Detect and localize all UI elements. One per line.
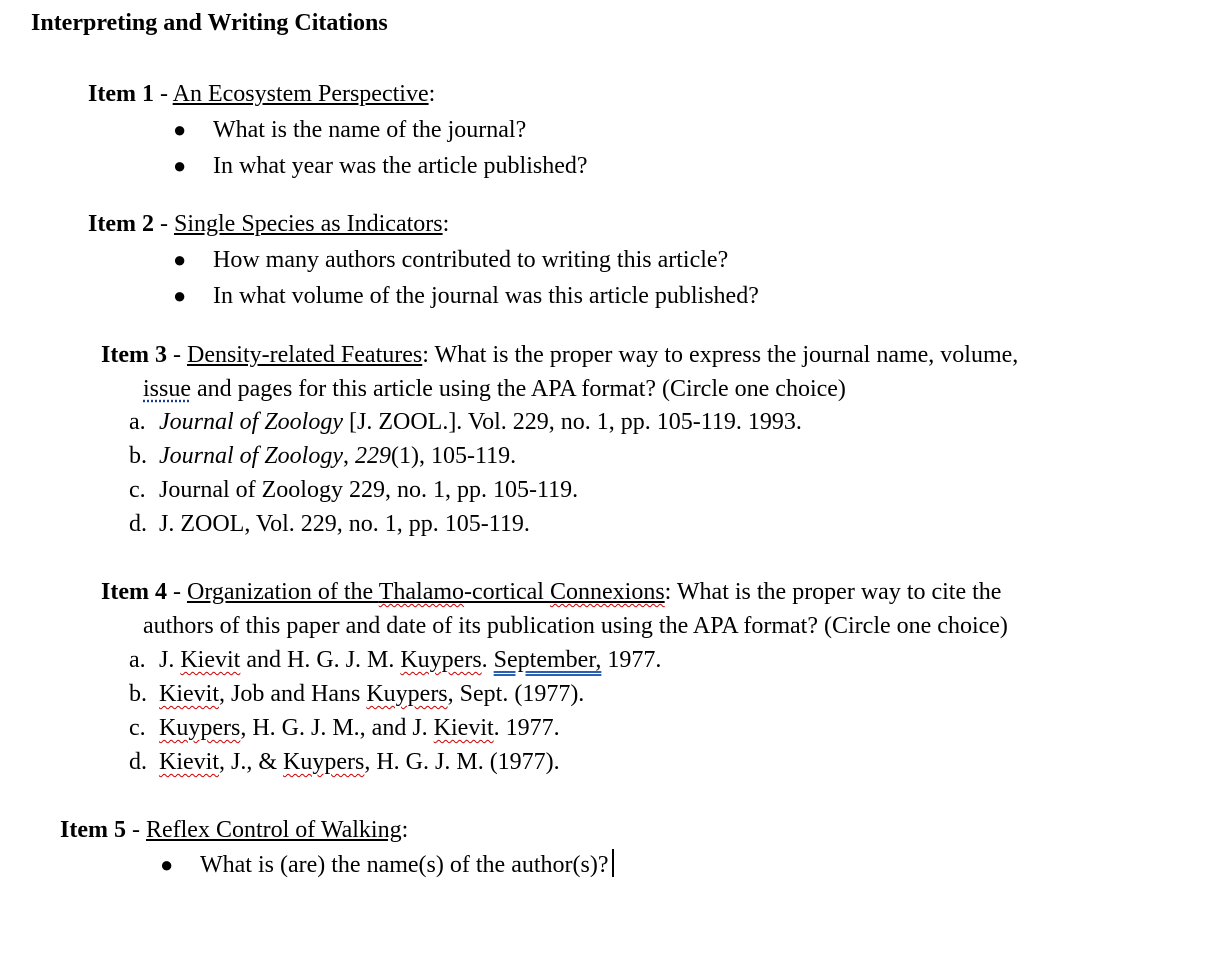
bullet-icon: ● [173, 283, 187, 308]
item-4-topic: Organization of the Thalamo-cortical Connexions [186, 579, 665, 605]
item-5-colon: : [401, 817, 409, 843]
choice-letter: c. [129, 715, 146, 741]
choice-text: J. Kievit and H. G. J. M. Kuypers. September, 1977. [159, 647, 662, 673]
choice-letter: a. [129, 647, 146, 673]
item-1-sep: - [153, 81, 173, 107]
item-2-heading [88, 207, 449, 241]
choice-letter: a. [129, 409, 146, 435]
choice-text: Journal of Zoology [J. ZOOL.]. Vol. 229, no. 1, pp. 105-119. 1993. [159, 409, 802, 435]
bullet-icon: ● [173, 247, 187, 272]
item-3-label: Item 3 [101, 342, 167, 368]
choice-letter: d. [129, 749, 147, 775]
item-5-sep: - [125, 817, 146, 843]
choice-text: Kievit, J., & Kuypers, H. G. J. M. (1977). [159, 749, 560, 775]
choice-letter: d. [129, 511, 147, 537]
choice-text: Kuypers, H. G. J. M., and J. Kievit. 1977. [159, 715, 560, 741]
item-4-label: Item 4 [101, 579, 167, 605]
choice-text: Journal of Zoology, 229(1), 105-119. [159, 443, 517, 469]
item-1-label: Item 1 [88, 81, 154, 107]
document-title: Interpreting and Writing Citations [31, 10, 388, 36]
grammar-flag-issue[interactable]: issue [143, 376, 191, 402]
choice-letter: b. [129, 681, 147, 707]
item-3-question [101, 338, 1018, 372]
bullet-icon: ● [173, 117, 187, 142]
item-1-colon: : [428, 81, 436, 107]
choice-text: Journal of Zoology 229, no. 1, pp. 105-119. [159, 477, 579, 503]
item-3-sep: - [166, 342, 187, 368]
item-3-topic: Density-related Features [186, 342, 423, 368]
item-2-topic: Single Species as Indicators [173, 211, 443, 237]
text-cursor [612, 849, 614, 877]
item-1-heading [88, 77, 435, 111]
grammar-flag: September, [493, 647, 602, 673]
spell-flag: Connexions [549, 579, 665, 605]
item-4-question-line2: authors of this paper and date of its publication using the APA format? (Circle one choice) [143, 613, 1008, 639]
bullet-text: In what year was the article published? [213, 153, 588, 179]
item-5-label: Item 5 [60, 817, 126, 843]
item-1-topic: An Ecosystem Perspective [172, 81, 429, 107]
spell-flag: Thalamo [378, 579, 465, 605]
item-2-sep: - [153, 211, 174, 237]
item-3-question-line2-rest: and pages for this article using the APA format? (Circle one choice) [191, 376, 846, 402]
item-3-question-line2 [143, 372, 846, 406]
item-5-topic: Reflex Control of Walking [145, 817, 402, 843]
item-3-question-line1: : What is the proper way to express the journal name, volume, [422, 342, 1019, 368]
bullet-icon: ● [173, 153, 187, 178]
bullet-text: In what volume of the journal was this article published? [213, 283, 759, 309]
item-5-heading [60, 813, 408, 847]
item-4-sep: - [166, 579, 187, 605]
bullet-icon: ● [160, 852, 174, 877]
choice-text: Kievit, Job and Hans Kuypers, Sept. (1977). [159, 681, 585, 707]
choice-letter: b. [129, 443, 147, 469]
bullet-text: How many authors contributed to writing this article? [213, 247, 729, 273]
choice-letter: c. [129, 477, 146, 503]
item-2-label: Item 2 [88, 211, 154, 237]
item-4-question [101, 575, 1001, 609]
bullet-text: What is (are) the name(s) of the author(s)? [200, 847, 614, 883]
choice-text: J. ZOOL, Vol. 229, no. 1, pp. 105-119. [159, 511, 530, 537]
item-4-question-line1: : What is the proper way to cite the [664, 579, 1002, 605]
item-2-colon: : [442, 211, 450, 237]
bullet-text: What is the name of the journal? [213, 117, 527, 143]
